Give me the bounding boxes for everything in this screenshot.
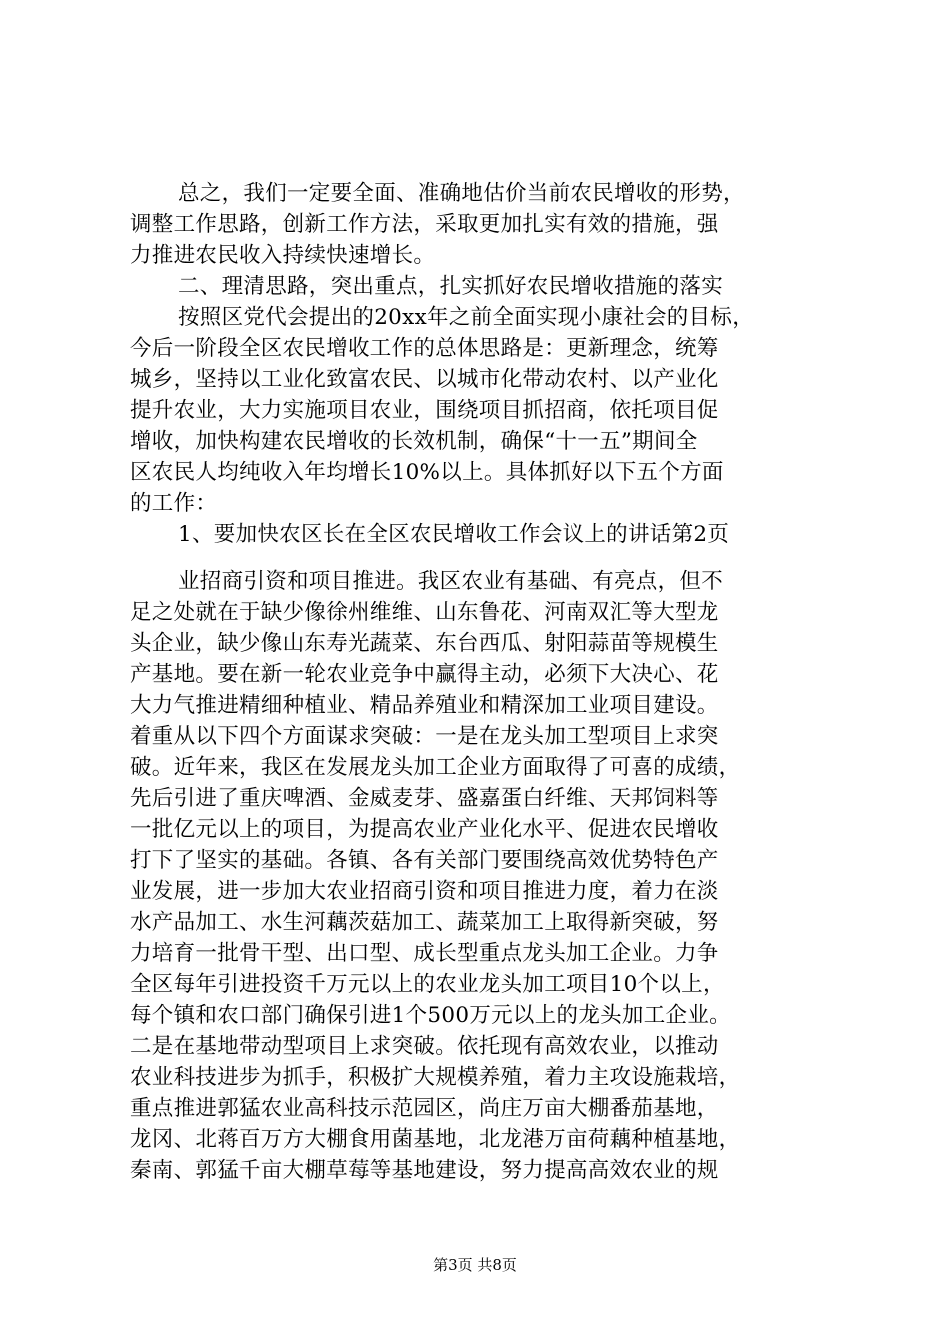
line-text: 总之，我们一定要全面、准确地估价当前农民增收的形势，	[178, 181, 745, 206]
line-text: 按照区党代会提出的20xx年之前全面实现小康社会的目标，	[178, 305, 755, 330]
text-line	[130, 752, 830, 783]
line-text: 龙冈、北蒋百万方大棚食用菌基地，北龙港万亩荷藕种植基地，	[130, 1127, 741, 1152]
text-line	[130, 271, 830, 302]
line-text: 重点推进郭猛农业高科技示范园区，尚庄万亩大棚番茄基地，	[130, 1096, 719, 1121]
text-line	[130, 783, 830, 814]
text-line	[130, 1031, 830, 1062]
line-text: 大力气推进精细种植业、精品养殖业和精深加工业项目建设。	[130, 693, 719, 718]
line-text: 二、理清思路，突出重点，扎实抓好农民增收措施的落实	[178, 274, 724, 299]
text-line	[130, 1093, 830, 1124]
line-text: 力推进农民收入持续快速增长。	[130, 243, 436, 268]
line-text: 提升农业，大力实施项目农业，围绕项目抓招商，依托项目促	[130, 398, 719, 423]
text-line	[130, 333, 830, 364]
text-line	[130, 364, 830, 395]
line-text: 一批亿元以上的项目，为提高农业产业化水平、促进农民增收	[130, 817, 719, 842]
text-line	[130, 426, 830, 457]
line-text: 先后引进了重庆啤酒、金威麦芽、盛嘉蛋白纤维、天邦饲料等	[130, 786, 719, 811]
text-line	[130, 1062, 830, 1093]
text-block-bottom	[130, 566, 830, 1186]
line-text: 水产品加工、水生河藕茨菇加工、蔬菜加工上取得新突破，努	[130, 910, 719, 935]
line-text: 全区每年引进投资千万元以上的农业龙头加工项目10个以上，	[130, 972, 725, 997]
line-text: 的工作：	[130, 491, 218, 516]
line-text: 头企业，缺少像山东寿光蔬菜、东台西瓜、射阳蒜苗等规模生	[130, 631, 719, 656]
line-text: 1、要加快农区长在全区农民增收工作会议上的讲话第2页	[178, 522, 730, 547]
text-block-top	[130, 178, 830, 550]
line-text: 农业科技进步为抓手，积极扩大规模养殖，着力主攻设施栽培，	[130, 1065, 741, 1090]
line-text: 力培育一批骨干型、出口型、成长型重点龙头加工企业。力争	[130, 941, 719, 966]
text-line	[130, 395, 830, 426]
text-line	[130, 488, 830, 519]
text-line	[130, 845, 830, 876]
text-line	[130, 1155, 830, 1186]
line-text: 增收，加快构建农民增收的长效机制，确保“十一五”期间全	[130, 429, 698, 454]
text-line	[130, 907, 830, 938]
text-line	[130, 938, 830, 969]
text-line	[130, 628, 830, 659]
text-line	[130, 178, 830, 209]
text-line	[130, 969, 830, 1000]
text-line	[130, 519, 830, 550]
text-line	[130, 876, 830, 907]
line-text: 每个镇和农口部门确保引进1个500万元以上的龙头加工企业。	[130, 1003, 731, 1028]
line-text: 破。近年来，我区在发展龙头加工企业方面取得了可喜的成绩，	[130, 755, 741, 780]
line-text: 区农民人均纯收入年均增长10%以上。具体抓好以下五个方面	[130, 460, 724, 485]
text-line	[130, 1124, 830, 1155]
line-text: 城乡，坚持以工业化致富农民、以城市化带动农村、以产业化	[130, 367, 719, 392]
line-text: 业发展，进一步加大农业招商引资和项目推进力度，着力在淡	[130, 879, 719, 904]
text-line	[130, 1000, 830, 1031]
line-text: 足之处就在于缺少像徐州维维、山东鲁花、河南双汇等大型龙	[130, 600, 719, 625]
text-line	[130, 690, 830, 721]
line-text: 秦南、郭猛千亩大棚草莓等基地建设，努力提高高效农业的规	[130, 1158, 719, 1183]
line-text: 打下了坚实的基础。各镇、各有关部门要围绕高效优势特色产	[130, 848, 719, 873]
line-text: 产基地。要在新一轮农业竞争中赢得主动，必须下大决心、花	[130, 662, 719, 687]
text-line	[130, 240, 830, 271]
line-text: 业招商引资和项目推进。我区农业有基础、有亮点，但不	[178, 569, 724, 594]
text-line	[130, 721, 830, 752]
line-text: 调整工作思路，创新工作方法，采取更加扎实有效的措施，强	[130, 212, 719, 237]
text-line	[130, 566, 830, 597]
line-text: 二是在基地带动型项目上求突破。依托现有高效农业，以推动	[130, 1034, 719, 1059]
text-line	[130, 457, 830, 488]
text-line	[130, 814, 830, 845]
line-text: 今后一阶段全区农民增收工作的总体思路是：更新理念，统筹	[130, 336, 719, 361]
text-line	[130, 209, 830, 240]
text-line	[130, 659, 830, 690]
text-line	[130, 302, 830, 333]
text-line	[130, 597, 830, 628]
page-footer: 第3页 共8页	[433, 1256, 517, 1274]
line-text: 着重从以下四个方面谋求突破：一是在龙头加工型项目上求突	[130, 724, 719, 749]
